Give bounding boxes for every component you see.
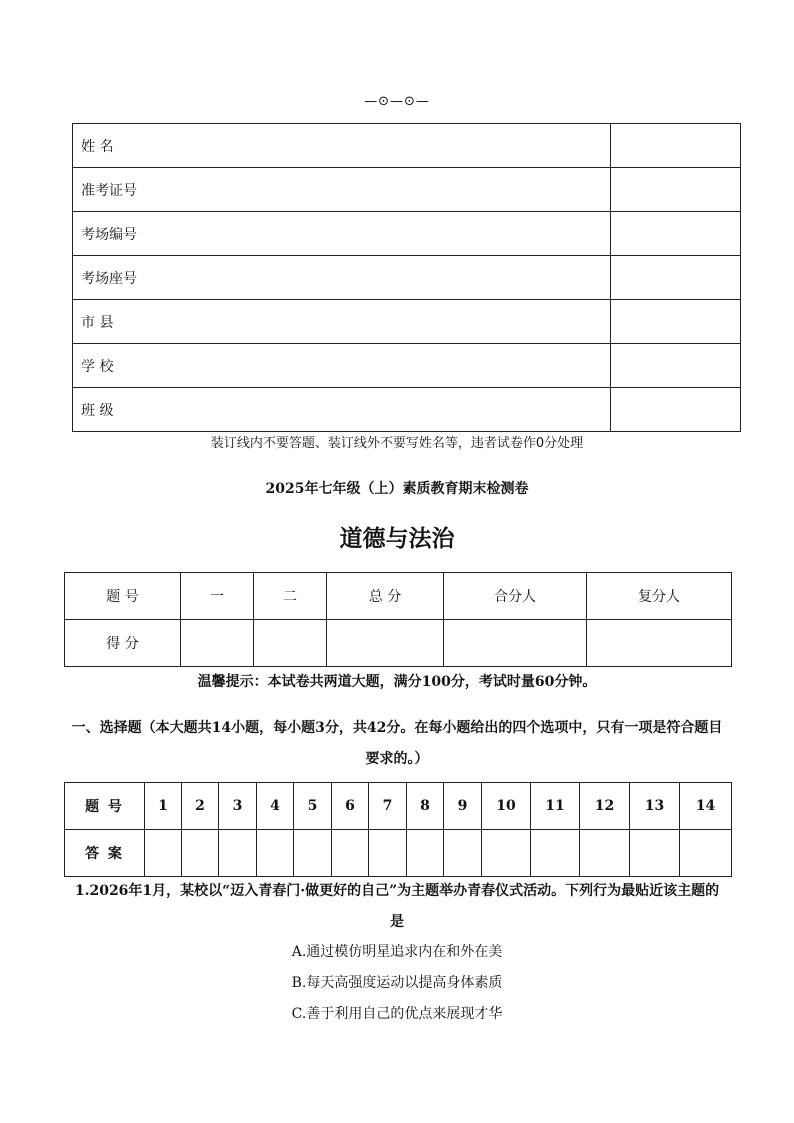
answer-cell[interactable]: [332, 830, 369, 877]
score-cell[interactable]: [587, 620, 732, 667]
answer-row-label: 答 案: [65, 830, 145, 877]
answer-cell[interactable]: [482, 830, 531, 877]
question-number: 6: [332, 783, 369, 830]
info-row-ticket: [73, 168, 741, 212]
info-label: 市 县: [73, 300, 611, 344]
answer-cell[interactable]: [294, 830, 332, 877]
answer-cell[interactable]: [680, 830, 732, 877]
answer-cell[interactable]: [531, 830, 580, 877]
question-1-option-a[interactable]: A.通过模仿明星追求内在和外在美: [291, 944, 503, 960]
answer-cell[interactable]: [182, 830, 219, 877]
info-input-cell[interactable]: [611, 124, 741, 168]
answer-cell[interactable]: [407, 830, 444, 877]
score-header: 总 分: [327, 573, 444, 620]
question-number: 8: [407, 783, 444, 830]
decorative-divider: —⊙—⊙—: [364, 94, 430, 109]
answer-number-row: [65, 783, 732, 830]
question-number: 2: [182, 783, 219, 830]
question-number: 5: [294, 783, 332, 830]
info-label: 班 级: [73, 388, 611, 432]
info-row-room: [73, 212, 741, 256]
binding-line-notice: 装订线内不要答题、装订线外不要写姓名等，违者试卷作0分处理: [210, 436, 584, 451]
question-number: 10: [482, 783, 531, 830]
answer-table: [64, 782, 732, 877]
exam-title: 2025年七年级（上）素质教育期末检测卷: [265, 481, 529, 497]
info-row-school: [73, 344, 741, 388]
info-input-cell[interactable]: [611, 212, 741, 256]
question-1-option-b[interactable]: B.每天高强度运动以提高身体素质: [291, 975, 503, 991]
question-number: 3: [219, 783, 257, 830]
score-header: 二: [254, 573, 327, 620]
score-cell[interactable]: [327, 620, 444, 667]
subject-title: 道德与法治: [339, 525, 455, 552]
score-row-label: 得 分: [65, 620, 181, 667]
info-row-name: [73, 124, 741, 168]
info-input-cell[interactable]: [611, 300, 741, 344]
answer-cell[interactable]: [219, 830, 257, 877]
exam-tip: 温馨提示：本试卷共两道大题，满分100分，考试时量60分钟。: [197, 674, 597, 690]
info-row-city: [73, 300, 741, 344]
student-info-table: [72, 123, 741, 432]
question-number: 9: [444, 783, 482, 830]
score-cell[interactable]: [254, 620, 327, 667]
question-number: 13: [630, 783, 680, 830]
answer-input-row: [65, 830, 732, 877]
answer-cell[interactable]: [369, 830, 407, 877]
score-header: 复分人: [587, 573, 732, 620]
info-input-cell[interactable]: [611, 388, 741, 432]
info-input-cell[interactable]: [611, 168, 741, 212]
info-label: 学 校: [73, 344, 611, 388]
info-input-cell[interactable]: [611, 344, 741, 388]
question-number: 12: [580, 783, 630, 830]
info-row-seat: [73, 256, 741, 300]
question-number: 1: [145, 783, 182, 830]
question-number: 7: [369, 783, 407, 830]
score-cell[interactable]: [181, 620, 254, 667]
info-label: 准考证号: [73, 168, 611, 212]
question-number: 4: [257, 783, 294, 830]
answer-cell[interactable]: [257, 830, 294, 877]
answer-cell[interactable]: [145, 830, 182, 877]
question-number: 14: [680, 783, 732, 830]
score-header: 一: [181, 573, 254, 620]
answer-header-label: 题 号: [65, 783, 145, 830]
info-label: 姓 名: [73, 124, 611, 168]
question-1-option-c[interactable]: C.善于利用自己的优点来展现才华: [291, 1006, 503, 1022]
answer-cell[interactable]: [580, 830, 630, 877]
score-header: 合分人: [444, 573, 587, 620]
info-label: 考场座号: [73, 256, 611, 300]
score-header: 题 号: [65, 573, 181, 620]
score-cell[interactable]: [444, 620, 587, 667]
info-input-cell[interactable]: [611, 256, 741, 300]
info-row-class: [73, 388, 741, 432]
answer-cell[interactable]: [630, 830, 680, 877]
score-value-row: [65, 620, 732, 667]
question-1-stem: 1.2026年1月，某校以“迈入青春门·做更好的自己”为主题举办青春仪式活动。下列行为最贴近该主题的是: [74, 883, 720, 930]
score-table: [64, 572, 732, 667]
info-label: 考场编号: [73, 212, 611, 256]
question-number: 11: [531, 783, 580, 830]
section-one-heading: 一、选择题（本大题共14小题，每小题3分，共42分。在每小题给出的四个选项中，只有一项是符合题目要求的。）: [71, 720, 723, 767]
answer-cell[interactable]: [444, 830, 482, 877]
score-header-row: [65, 573, 732, 620]
